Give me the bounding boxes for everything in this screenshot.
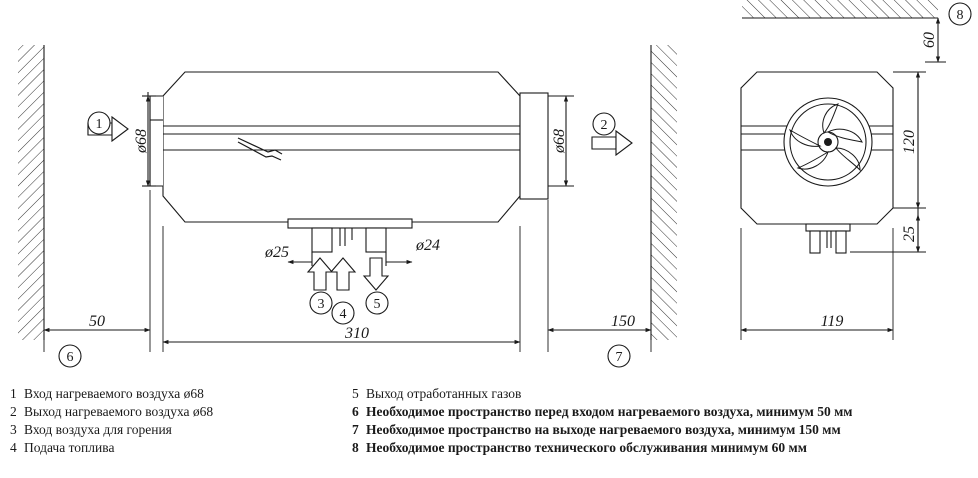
dim-label-clearance-front: 50: [89, 313, 105, 330]
legend-item-label: Необходимое пространство технического обслуживания минимум 60 мм: [366, 440, 807, 455]
legend-item: [10, 403, 340, 421]
heater-front-view: [741, 72, 893, 253]
flow-arrow-outlet: [592, 131, 632, 155]
wall-right: [651, 45, 677, 340]
wall-ceiling: [742, 0, 938, 18]
legend-item-number: 1: [10, 386, 17, 401]
legend-item-label: Выход отработанных газов: [366, 386, 522, 401]
legend-item-number: 2: [10, 404, 17, 419]
legend-item-number: 7: [352, 422, 359, 437]
dim-label-combustion-dia: ø25: [265, 244, 289, 261]
legend-item-number: 5: [352, 386, 359, 401]
callout-6: 6: [66, 350, 74, 365]
dim-label-clearance-rear: 150: [611, 313, 635, 330]
flow-arrows-bottom: [308, 258, 388, 290]
legend-item-label: Подача топлива: [24, 440, 115, 455]
heater-side-view: [150, 72, 548, 252]
legend-item: [352, 421, 972, 439]
legend: [0, 385, 978, 478]
dim-label-height-bottom: 25: [901, 226, 918, 242]
callout-8: 8: [956, 8, 964, 23]
legend-column-right: [352, 385, 972, 457]
legend-item-label: Необходимое пространство на выходе нагреваемого воздуха, минимум 150 мм: [366, 422, 841, 437]
callout-1: 1: [95, 117, 103, 132]
dim-label-length: 310: [345, 325, 369, 342]
legend-item-label: Вход воздуха для горения: [24, 422, 172, 437]
callout-5: 5: [373, 297, 381, 312]
legend-item: [10, 439, 340, 457]
callout-4: 4: [339, 307, 347, 322]
callout-7: 7: [615, 350, 623, 365]
legend-item: [10, 421, 340, 439]
dim-label-inlet-dia: ø68: [133, 129, 150, 153]
legend-item-label: Выход нагреваемого воздуха ø68: [24, 404, 214, 419]
legend-column-left: [10, 385, 340, 457]
legend-item: [10, 385, 340, 403]
legend-item-number: 3: [10, 422, 17, 437]
dim-label-exhaust-dia: ø24: [416, 237, 440, 254]
legend-item-label: Вход нагреваемого воздуха ø68: [24, 386, 204, 401]
dim-label-height-body: 120: [901, 130, 918, 154]
dim-label-outlet-dia: ø68: [551, 129, 568, 153]
legend-item: [352, 403, 972, 421]
wall-left: [18, 45, 44, 340]
legend-item: [352, 439, 972, 457]
legend-item: [352, 385, 972, 403]
legend-item-number: 4: [10, 440, 17, 455]
legend-item-number: 6: [352, 404, 359, 419]
callout-3: 3: [317, 297, 325, 312]
legend-item-number: 8: [352, 440, 359, 455]
callout-2: 2: [600, 118, 608, 133]
legend-item-label: Необходимое пространство перед входом нагреваемого воздуха, минимум 50 мм: [366, 404, 853, 419]
dim-label-width: 119: [820, 313, 844, 330]
dim-stub-diameters: [288, 252, 412, 266]
dim-label-service-top: 60: [921, 32, 938, 48]
